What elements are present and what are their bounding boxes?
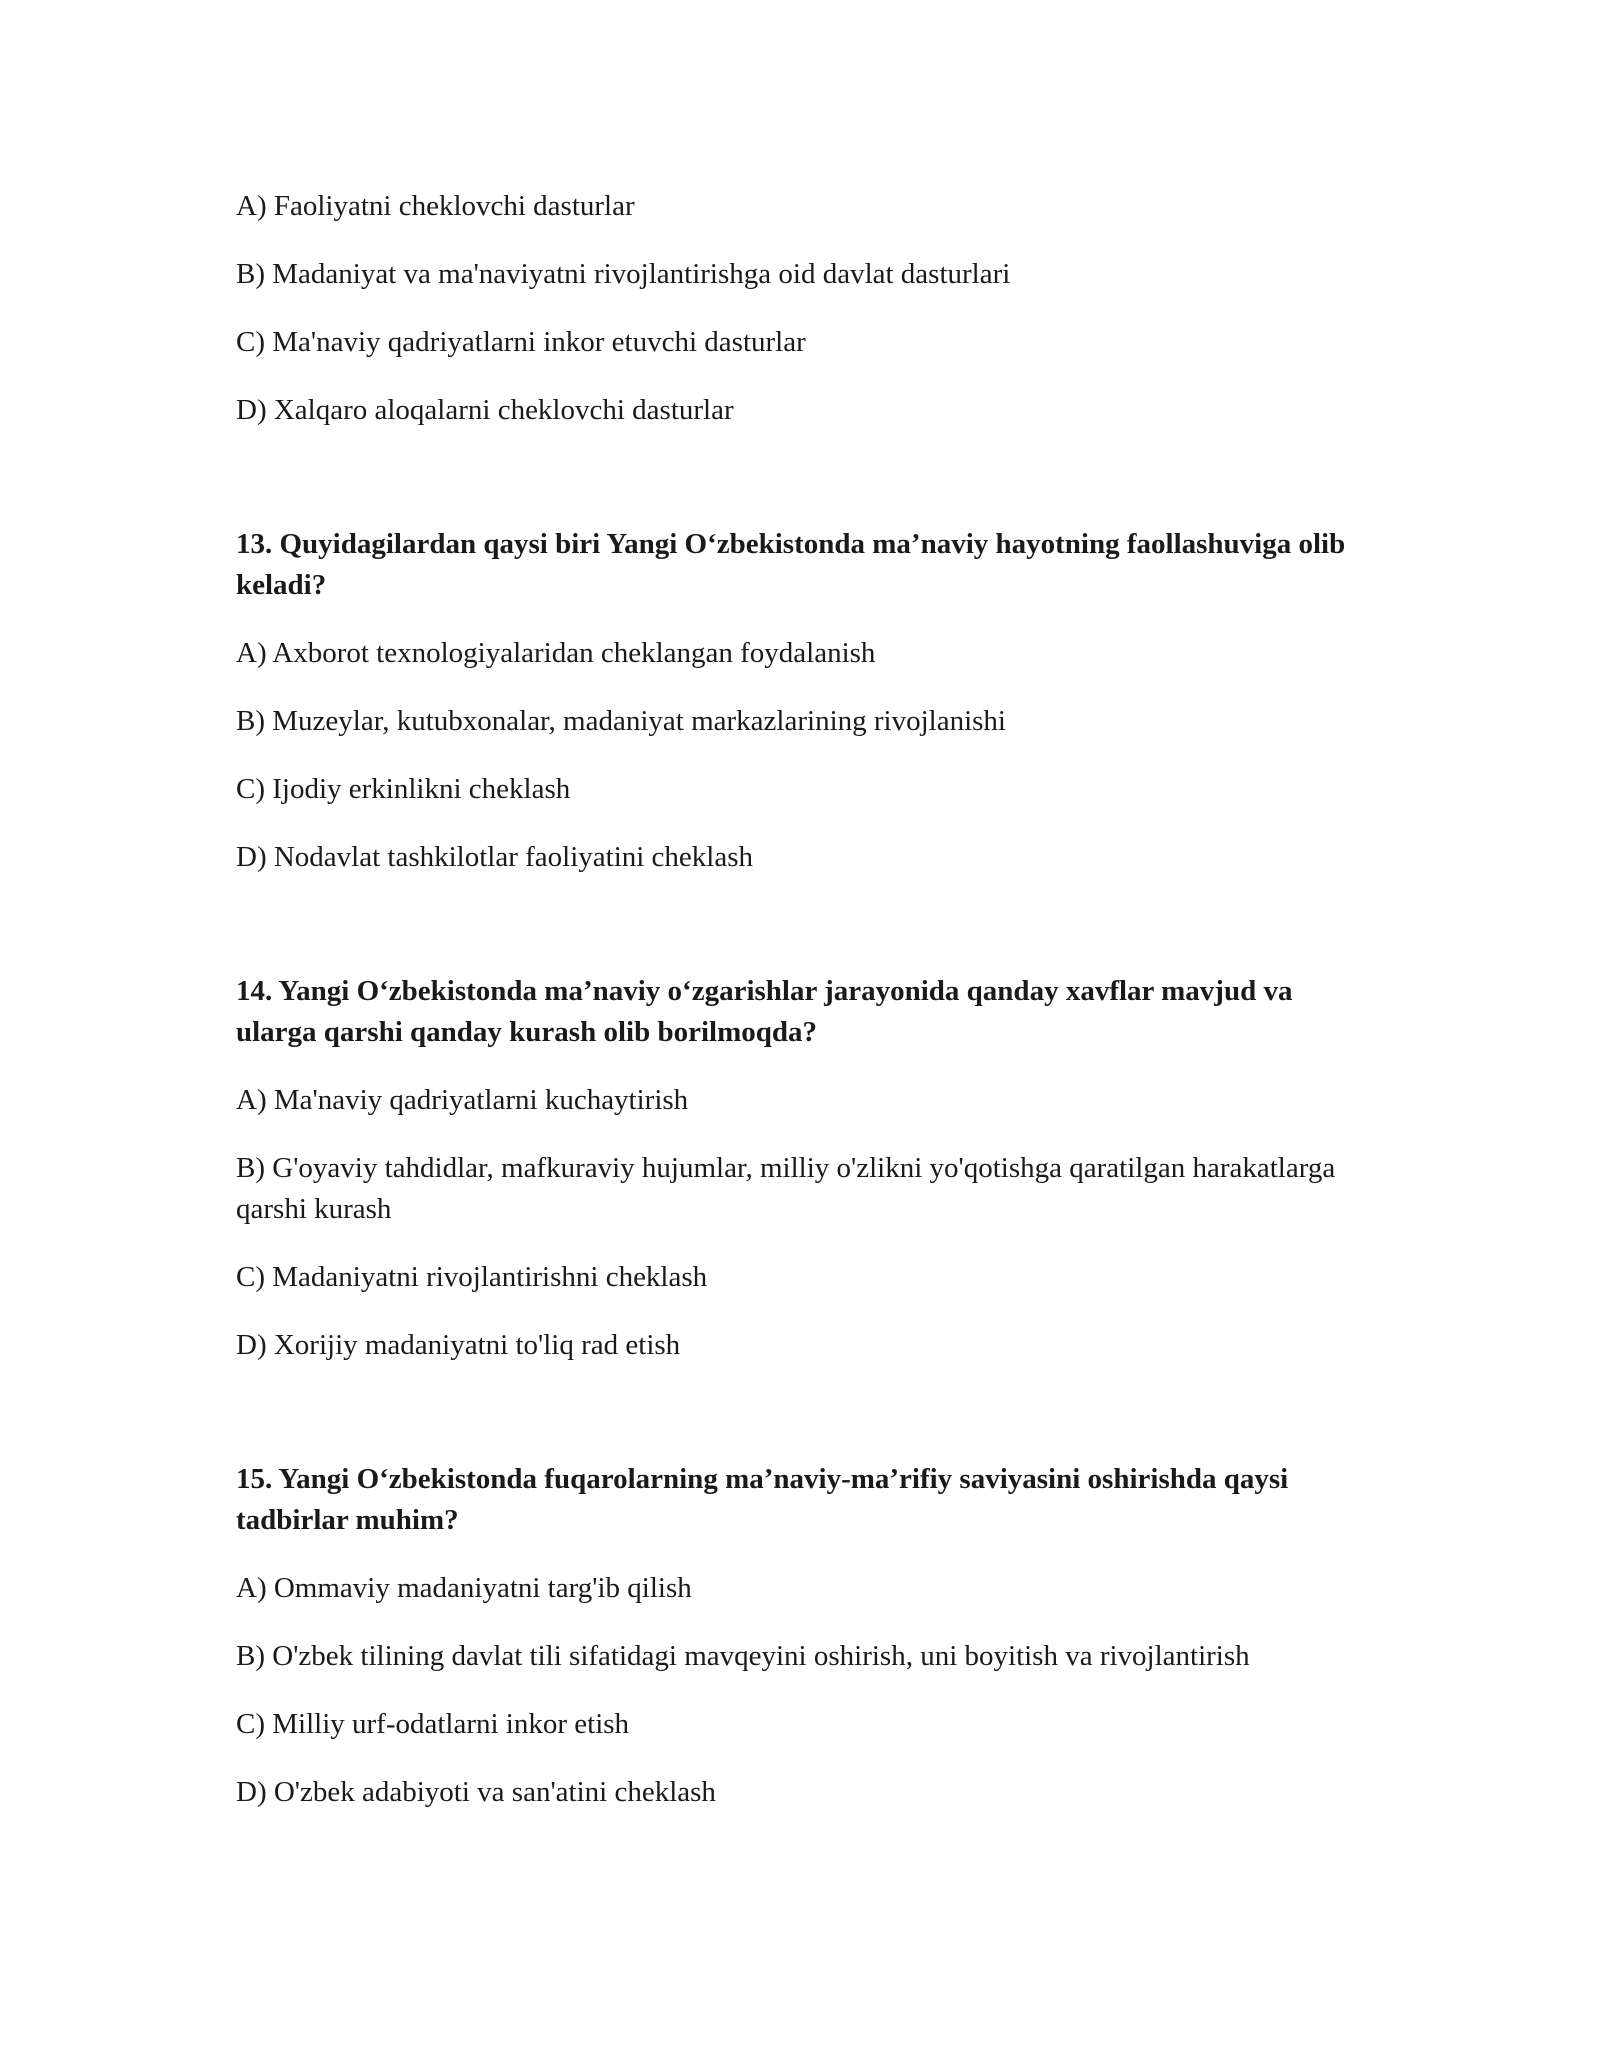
answer-option-a: A) Axborot texnologiyalaridan cheklangan foydalanish bbox=[236, 637, 876, 669]
question-text: 14. Yangi O‘zbekistonda ma’naviy o‘zgarishlar jarayonida qanday xavflar mavjud va ularga qarshi qanday kurash olib borilmoqda? bbox=[236, 975, 1293, 1048]
answer-option-a: A) Ommaviy madaniyatni targ'ib qilish bbox=[236, 1572, 692, 1604]
page-content bbox=[236, 186, 1376, 1813]
answer-option-c: C) Milliy urf-odatlarni inkor etish bbox=[236, 1708, 630, 1740]
question-13 bbox=[236, 524, 1376, 878]
answer-option-d: D) Xalqaro aloqalarni cheklovchi dasturlar bbox=[236, 394, 734, 426]
answer-option-c: C) Ma'naviy qadriyatlarni inkor etuvchi dasturlar bbox=[236, 326, 806, 358]
question-12-continuation bbox=[236, 186, 1376, 431]
answer-option-d: D) Xorijiy madaniyatni to'liq rad etish bbox=[236, 1329, 681, 1361]
answer-option-d: D) O'zbek adabiyoti va san'atini cheklash bbox=[236, 1776, 716, 1808]
answer-option-b: B) Madaniyat va ma'naviyatni rivojlantirishga oid davlat dasturlari bbox=[236, 258, 1011, 290]
answer-option-b: B) Muzeylar, kutubxonalar, madaniyat markazlarining rivojlanishi bbox=[236, 705, 1006, 737]
question-text: 13. Quyidagilardan qaysi biri Yangi O‘zbekistonda ma’naviy hayotning faollashuviga olib keladi? bbox=[236, 528, 1346, 601]
answer-option-a: A) Faoliyatni cheklovchi dasturlar bbox=[236, 190, 635, 222]
answer-option-b: B) G'oyaviy tahdidlar, mafkuraviy hujumlar, milliy o'zlikni yo'qotishga qaratilgan harakatlarga qarshi kurash bbox=[236, 1152, 1336, 1225]
answer-option-c: C) Ijodiy erkinlikni cheklash bbox=[236, 773, 571, 805]
question-14 bbox=[236, 971, 1376, 1366]
answer-option-c: C) Madaniyatni rivojlantirishni cheklash bbox=[236, 1261, 708, 1293]
answer-option-b: B) O'zbek tilining davlat tili sifatidagi mavqeyini oshirish, uni boyitish va rivojlantirish bbox=[236, 1640, 1250, 1672]
question-15 bbox=[236, 1459, 1376, 1813]
answer-option-a: A) Ma'naviy qadriyatlarni kuchaytirish bbox=[236, 1084, 689, 1116]
answer-option-d: D) Nodavlat tashkilotlar faoliyatini cheklash bbox=[236, 841, 754, 873]
question-text: 15. Yangi O‘zbekistonda fuqarolarning ma’naviy-ma’rifiy saviyasini oshirishda qaysi tadbirlar muhim? bbox=[236, 1463, 1289, 1536]
